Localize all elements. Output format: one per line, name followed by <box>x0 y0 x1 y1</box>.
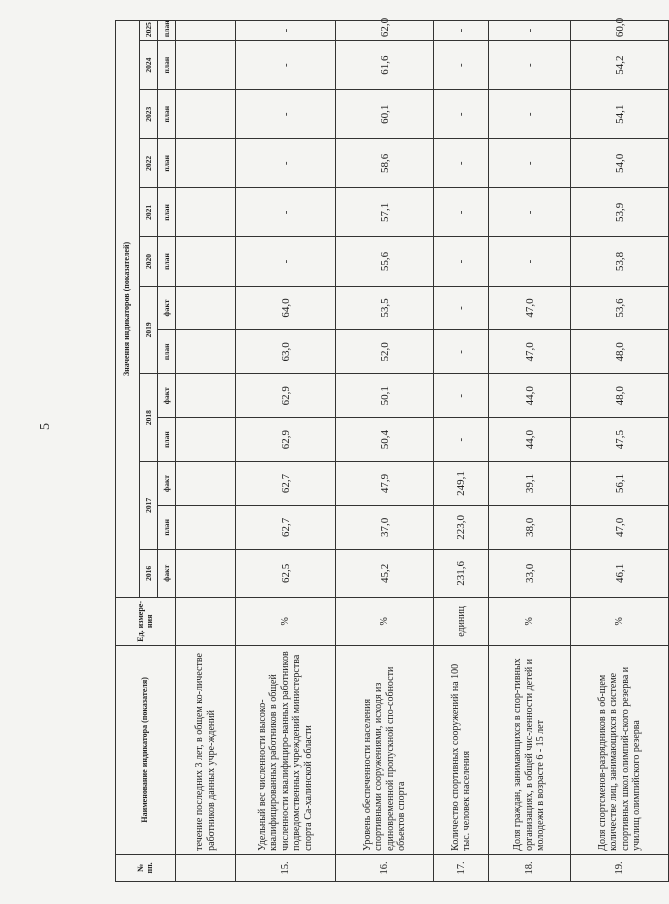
value-cell <box>176 139 236 188</box>
header-values-group: Значения индикаторов (показателей) <box>116 21 140 598</box>
indicator-name: Доля спортсменов-разрядников в об-щем количестве лиц, занимающихся в системе спортивных школ олимпий-ского резерва и училищ олимпийского резерва <box>571 645 669 854</box>
row-number: 16. <box>336 854 434 881</box>
value-cell <box>176 330 236 374</box>
unit-cell: % <box>236 597 336 645</box>
value-cell: - <box>236 139 336 188</box>
sub-2018-plan: план <box>158 418 176 462</box>
value-cell: 54,0 <box>571 139 669 188</box>
sub-2019-fact: факт <box>158 286 176 330</box>
value-cell: 62,5 <box>236 549 336 597</box>
year-2022: 2022 <box>140 139 158 188</box>
indicator-name: Количество спортивных сооружений на 100 тыс. человек населения <box>434 645 489 854</box>
unit-cell <box>176 597 236 645</box>
year-2021: 2021 <box>140 188 158 237</box>
value-cell: 62,0 <box>336 21 434 41</box>
unit-cell: % <box>489 597 571 645</box>
value-cell: 45,2 <box>336 549 434 597</box>
value-cell: 58,6 <box>336 139 434 188</box>
value-cell: - <box>434 41 489 90</box>
table-row <box>489 21 571 882</box>
value-cell: 38,0 <box>489 505 571 549</box>
value-cell: 44,0 <box>489 418 571 462</box>
value-cell: 50,1 <box>336 374 434 418</box>
value-cell: - <box>489 139 571 188</box>
value-cell: - <box>434 237 489 286</box>
value-cell: 62,9 <box>236 418 336 462</box>
value-cell: 53,8 <box>571 237 669 286</box>
value-cell <box>176 41 236 90</box>
value-cell: 60,0 <box>571 21 669 41</box>
value-cell: 48,0 <box>571 330 669 374</box>
value-cell <box>176 505 236 549</box>
value-cell: 64,0 <box>236 286 336 330</box>
row-number: 15. <box>236 854 336 881</box>
value-cell <box>176 462 236 506</box>
value-cell: 231,6 <box>434 549 489 597</box>
table-row <box>176 21 236 882</box>
value-cell <box>176 21 236 41</box>
value-cell: - <box>489 188 571 237</box>
value-cell: 39,1 <box>489 462 571 506</box>
value-cell: - <box>489 41 571 90</box>
value-cell: 53,9 <box>571 188 669 237</box>
table-row <box>434 21 489 882</box>
value-cell: 37,0 <box>336 505 434 549</box>
value-cell: 44,0 <box>489 374 571 418</box>
value-cell: - <box>434 188 489 237</box>
indicator-name: течение последних 3 лет, в общем ко-личестве работников данных учре-ждений <box>176 645 236 854</box>
value-cell: - <box>434 330 489 374</box>
table-row <box>236 21 336 882</box>
table-row <box>571 21 669 882</box>
value-cell: 62,7 <box>236 505 336 549</box>
year-2018: 2018 <box>140 374 158 462</box>
value-cell: 33,0 <box>489 549 571 597</box>
value-cell: 54,1 <box>571 90 669 139</box>
sub-2017-fact: факт <box>158 462 176 506</box>
row-number: 17. <box>434 854 489 881</box>
sub-2024-plan: план <box>158 41 176 90</box>
value-cell: - <box>434 21 489 41</box>
header-num: № пп. <box>116 854 176 881</box>
sub-2022-plan: план <box>158 139 176 188</box>
value-cell: 48,0 <box>571 374 669 418</box>
value-cell: - <box>489 237 571 286</box>
sub-2018-fact: факт <box>158 374 176 418</box>
value-cell: 46,1 <box>571 549 669 597</box>
sub-2023-plan: план <box>158 90 176 139</box>
value-cell: - <box>489 21 571 41</box>
year-2019: 2019 <box>140 286 158 374</box>
year-2017: 2017 <box>140 462 158 550</box>
sub-2020-plan: план <box>158 237 176 286</box>
value-cell: 52,0 <box>336 330 434 374</box>
value-cell: - <box>489 90 571 139</box>
indicators-table <box>115 17 669 882</box>
value-cell: 47,9 <box>336 462 434 506</box>
value-cell <box>176 418 236 462</box>
table-row <box>336 21 434 882</box>
value-cell: - <box>236 21 336 41</box>
sub-2017-plan: план <box>158 505 176 549</box>
value-cell: 47,0 <box>489 330 571 374</box>
unit-cell: % <box>336 597 434 645</box>
year-2016: 2016 <box>140 549 158 597</box>
value-cell: - <box>434 286 489 330</box>
sub-2025-plan: план <box>158 21 176 41</box>
unit-cell: единиц <box>434 597 489 645</box>
value-cell: - <box>434 90 489 139</box>
year-2024: 2024 <box>140 41 158 90</box>
value-cell: 53,5 <box>336 286 434 330</box>
value-cell: - <box>236 237 336 286</box>
unit-cell: % <box>571 597 669 645</box>
value-cell: 47,5 <box>571 418 669 462</box>
value-cell: 62,9 <box>236 374 336 418</box>
row-number: 19. <box>571 854 669 881</box>
value-cell <box>176 374 236 418</box>
value-cell: - <box>236 188 336 237</box>
value-cell: 62,7 <box>236 462 336 506</box>
value-cell: 60,1 <box>336 90 434 139</box>
value-cell: 47,0 <box>571 505 669 549</box>
year-2023: 2023 <box>140 90 158 139</box>
sub-2019-plan: план <box>158 330 176 374</box>
row-number: 18. <box>489 854 571 881</box>
value-cell: - <box>434 374 489 418</box>
value-cell: 223,0 <box>434 505 489 549</box>
row-number <box>176 854 236 881</box>
value-cell: 56,1 <box>571 462 669 506</box>
indicator-name: Доля граждан, занимающихся в спор-тивных организациях, в общей чис-ленности детей и молодежи в возрасте 6 - 15 лет <box>489 645 571 854</box>
value-cell: 57,1 <box>336 188 434 237</box>
value-cell: 63,0 <box>236 330 336 374</box>
indicators-table-container <box>115 17 642 882</box>
value-cell: - <box>434 139 489 188</box>
value-cell <box>176 286 236 330</box>
value-cell: 55,6 <box>336 237 434 286</box>
year-2020: 2020 <box>140 237 158 286</box>
sub-2016-fact: факт <box>158 549 176 597</box>
value-cell: - <box>236 41 336 90</box>
value-cell <box>176 90 236 139</box>
value-cell <box>176 188 236 237</box>
value-cell: 61,6 <box>336 41 434 90</box>
indicator-name: Удельный вес численности высоко-квалифицированных работников в общей численности квалифициро-ванных работников подведомственных учреждений министерства спорта Са-халинской области <box>236 645 336 854</box>
sub-2021-plan: план <box>158 188 176 237</box>
indicator-name: Уровень обеспеченности населения спортивными сооружениями, исходя из единовременной пропускной спо-собности объектов спорта <box>336 645 434 854</box>
value-cell <box>176 237 236 286</box>
value-cell: 53,6 <box>571 286 669 330</box>
value-cell: - <box>236 90 336 139</box>
value-cell: - <box>434 418 489 462</box>
header-name: Наименование индикатора (показателя) <box>116 645 176 854</box>
value-cell: 54,2 <box>571 41 669 90</box>
value-cell: 47,0 <box>489 286 571 330</box>
header-unit: Ед. измере-ния <box>116 597 176 645</box>
value-cell: 249,1 <box>434 462 489 506</box>
value-cell <box>176 549 236 597</box>
value-cell: 50,4 <box>336 418 434 462</box>
page-number: 5 <box>38 423 53 430</box>
year-2025: 2025 <box>140 21 158 41</box>
